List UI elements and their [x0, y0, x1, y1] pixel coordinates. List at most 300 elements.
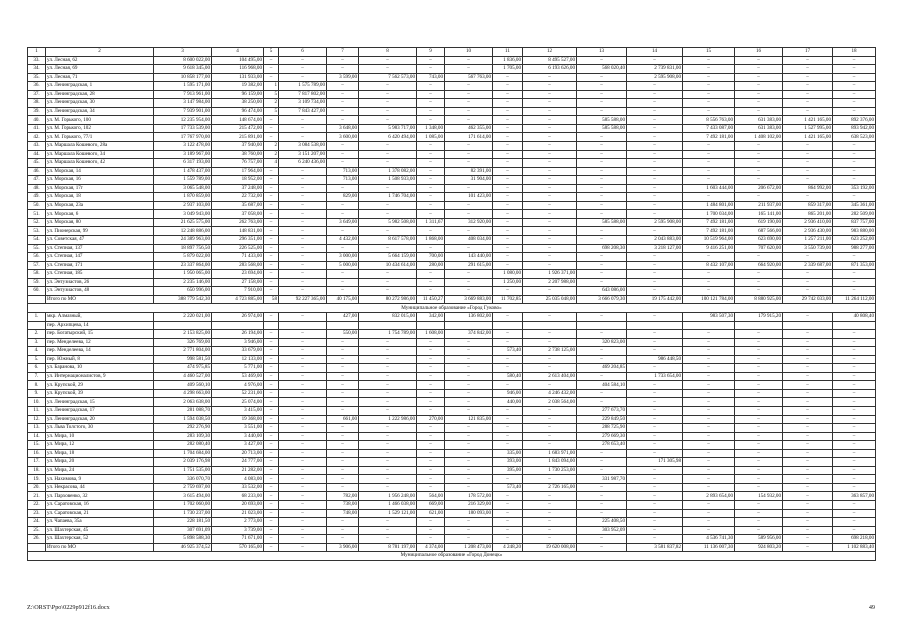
- value-cell: –: [493, 406, 523, 415]
- value-cell: –: [735, 278, 783, 287]
- value-cell: –: [833, 441, 876, 450]
- value-cell: –: [523, 90, 577, 99]
- value-cell: 211 937,00: [735, 201, 783, 210]
- address-cell: ул. Энтузиастов, 48: [46, 287, 154, 296]
- table-row: [28, 398, 876, 407]
- value-cell: –: [279, 509, 327, 518]
- value-cell: –: [833, 500, 876, 509]
- value-cell: –: [264, 270, 279, 279]
- table-row: [28, 372, 876, 381]
- value-cell: –: [327, 406, 359, 415]
- value-cell: –: [445, 107, 493, 116]
- page-number: 49: [868, 604, 875, 611]
- value-cell: 4 374,00: [417, 543, 445, 552]
- value-cell: –: [735, 483, 783, 492]
- value-cell: –: [783, 330, 833, 339]
- value-cell: –: [577, 133, 627, 142]
- value-cell: 2: [264, 150, 279, 159]
- value-cell: –: [493, 176, 523, 185]
- value-cell: –: [445, 364, 493, 373]
- value-cell: 1 348,00: [417, 124, 445, 133]
- address-cell: ул. Пионерская, 99: [46, 227, 154, 236]
- address-cell: ул. Морская, 6: [46, 210, 154, 219]
- row-number-cell: 7.: [28, 372, 46, 381]
- row-number-cell: 38.: [28, 99, 46, 108]
- row-number-cell: 1.: [28, 312, 46, 321]
- value-cell: –: [264, 458, 279, 467]
- value-cell: –: [735, 415, 783, 424]
- value-cell: –: [783, 107, 833, 116]
- value-cell: –: [783, 338, 833, 347]
- table-row: [28, 150, 876, 159]
- value-cell: –: [493, 518, 523, 527]
- value-cell: –: [833, 424, 876, 433]
- value-cell: –: [359, 201, 417, 210]
- value-cell: –: [445, 518, 493, 527]
- value-cell: –: [493, 526, 523, 535]
- value-cell: –: [417, 406, 445, 415]
- value-cell: 7 817 802,00: [279, 90, 327, 99]
- value-cell: 363 857,00: [833, 492, 876, 501]
- value-cell: –: [683, 82, 735, 91]
- value-cell: 1 257 211,00: [783, 236, 833, 245]
- value-cell: –: [279, 543, 327, 552]
- value-cell: –: [627, 253, 683, 262]
- value-cell: –: [577, 193, 627, 202]
- row-number-cell: 51.: [28, 210, 46, 219]
- value-cell: –: [417, 210, 445, 219]
- value-cell: –: [833, 90, 876, 99]
- value-cell: –: [627, 526, 683, 535]
- value-cell: 8 495 527,00: [523, 56, 577, 65]
- value-cell: –: [683, 509, 735, 518]
- value-cell: 16: [735, 48, 783, 57]
- value-cell: –: [445, 201, 493, 210]
- value-cell: 2 613 404,00: [523, 372, 577, 381]
- value-cell: 58: [264, 295, 279, 304]
- value-cell: –: [493, 236, 523, 245]
- value-cell: –: [627, 449, 683, 458]
- value-cell: –: [279, 389, 327, 398]
- value-cell: –: [493, 150, 523, 159]
- value-cell: –: [264, 133, 279, 142]
- value-cell: 21 625 575,00: [154, 218, 212, 227]
- value-cell: –: [683, 150, 735, 159]
- address-cell: ул. Степная, 147: [46, 253, 154, 262]
- value-cell: [212, 321, 264, 330]
- row-number-cell: 47.: [28, 176, 46, 185]
- value-cell: –: [417, 338, 445, 347]
- value-cell: [577, 321, 627, 330]
- value-cell: –: [577, 492, 627, 501]
- value-cell: –: [279, 133, 327, 142]
- value-cell: –: [735, 142, 783, 151]
- value-cell: 1 705,00: [493, 65, 523, 74]
- address-cell: 2: [46, 48, 154, 57]
- row-number-cell: 20.: [28, 483, 46, 492]
- value-cell: –: [327, 65, 359, 74]
- value-cell: 68 233,00: [212, 492, 264, 501]
- value-cell: 3 440,00: [212, 432, 264, 441]
- table-row: [28, 406, 876, 415]
- value-cell: –: [264, 227, 279, 236]
- value-cell: 623 690,00: [735, 236, 783, 245]
- value-cell: –: [417, 483, 445, 492]
- table-row: [28, 330, 876, 339]
- value-cell: –: [783, 99, 833, 108]
- value-cell: 180 093,00: [445, 509, 493, 518]
- value-cell: –: [735, 99, 783, 108]
- value-cell: 335,00: [493, 449, 523, 458]
- value-cell: –: [627, 312, 683, 321]
- value-cell: 19 382,00: [212, 82, 264, 91]
- value-cell: –: [683, 347, 735, 356]
- value-cell: –: [417, 449, 445, 458]
- value-cell: 26 974,00: [212, 312, 264, 321]
- value-cell: –: [577, 347, 627, 356]
- value-cell: 8 880 925,00: [735, 295, 783, 304]
- value-cell: –: [264, 475, 279, 484]
- value-cell: 7 433 087,00: [683, 124, 735, 133]
- value-cell: –: [493, 415, 523, 424]
- row-number-cell: 52.: [28, 218, 46, 227]
- value-cell: –: [493, 193, 523, 202]
- value-cell: –: [577, 449, 627, 458]
- value-cell: –: [445, 458, 493, 467]
- value-cell: 8 600 022,00: [154, 56, 212, 65]
- value-cell: –: [417, 535, 445, 544]
- value-cell: –: [735, 56, 783, 65]
- value-cell: 5: [264, 107, 279, 116]
- table-row: [28, 124, 876, 133]
- value-cell: –: [783, 142, 833, 151]
- value-cell: 31 904,00: [445, 176, 493, 185]
- value-cell: –: [833, 278, 876, 287]
- value-cell: –: [833, 466, 876, 475]
- value-cell: 2 726 165,00: [523, 483, 577, 492]
- value-cell: –: [683, 458, 735, 467]
- value-cell: –: [279, 492, 327, 501]
- row-number-cell: 17.: [28, 458, 46, 467]
- value-cell: –: [359, 142, 417, 151]
- value-cell: –: [627, 150, 683, 159]
- value-cell: –: [327, 99, 359, 108]
- value-cell: –: [359, 270, 417, 279]
- value-cell: 96 474,00: [212, 107, 264, 116]
- value-cell: –: [445, 116, 493, 125]
- value-cell: –: [627, 381, 683, 390]
- value-cell: –: [735, 347, 783, 356]
- value-cell: –: [417, 90, 445, 99]
- value-cell: –: [627, 509, 683, 518]
- value-cell: –: [417, 389, 445, 398]
- value-cell: 71 671,00: [212, 535, 264, 544]
- value-cell: 374 842,00: [445, 330, 493, 339]
- value-cell: –: [683, 159, 735, 168]
- value-cell: –: [783, 492, 833, 501]
- row-number-cell: 42.: [28, 133, 46, 142]
- value-cell: 580,40: [493, 372, 523, 381]
- value-cell: 342,00: [417, 312, 445, 321]
- value-cell: –: [523, 424, 577, 433]
- value-cell: –: [735, 432, 783, 441]
- value-cell: 698 208,30: [577, 244, 627, 253]
- value-cell: –: [523, 133, 577, 142]
- value-cell: –: [735, 364, 783, 373]
- value-cell: 270,00: [417, 415, 445, 424]
- value-cell: 5 898 588,30: [154, 535, 212, 544]
- value-cell: –: [735, 355, 783, 364]
- value-cell: –: [627, 415, 683, 424]
- value-cell: –: [523, 227, 577, 236]
- value-cell: 3 739,00: [212, 526, 264, 535]
- value-cell: –: [279, 526, 327, 535]
- address-cell: пер. Менделеева, 14: [46, 347, 154, 356]
- value-cell: –: [264, 261, 279, 270]
- value-cell: –: [683, 253, 735, 262]
- value-cell: –: [783, 287, 833, 296]
- value-cell: 283 568,00: [212, 261, 264, 270]
- value-cell: 25 074,00: [212, 398, 264, 407]
- value-cell: –: [493, 227, 523, 236]
- value-cell: –: [264, 526, 279, 535]
- value-cell: –: [735, 150, 783, 159]
- value-cell: –: [577, 150, 627, 159]
- value-cell: –: [735, 73, 783, 82]
- value-cell: –: [279, 56, 327, 65]
- value-cell: –: [627, 90, 683, 99]
- value-cell: 33 679,00: [212, 347, 264, 356]
- value-cell: –: [523, 312, 577, 321]
- value-cell: –: [783, 406, 833, 415]
- value-cell: –: [683, 364, 735, 373]
- value-cell: –: [417, 518, 445, 527]
- value-cell: 3 599,00: [327, 73, 359, 82]
- value-cell: 1 950 065,00: [154, 270, 212, 279]
- value-cell: –: [279, 518, 327, 527]
- value-cell: –: [735, 107, 783, 116]
- value-cell: –: [493, 338, 523, 347]
- value-cell: –: [327, 526, 359, 535]
- address-cell: пер. Менделеева, 12: [46, 338, 154, 347]
- value-cell: –: [783, 176, 833, 185]
- value-cell: –: [627, 518, 683, 527]
- value-cell: 26 194,00: [212, 330, 264, 339]
- total-row: [28, 295, 876, 304]
- value-cell: 1 466 038,00: [359, 500, 417, 509]
- table-row: [28, 312, 876, 321]
- value-cell: 1 868,00: [417, 236, 445, 245]
- value-cell: –: [627, 107, 683, 116]
- value-cell: 37 940,00: [212, 142, 264, 151]
- value-cell: –: [327, 56, 359, 65]
- value-cell: 20 713,00: [212, 449, 264, 458]
- address-cell: ул. Парховенко, 32: [46, 492, 154, 501]
- value-cell: –: [833, 176, 876, 185]
- address-cell: ул. Энтузиастов, 26: [46, 278, 154, 287]
- value-cell: 226 525,00: [212, 244, 264, 253]
- value-cell: 1: [264, 82, 279, 91]
- value-cell: 18 952,00: [212, 176, 264, 185]
- row-number-cell: 1: [28, 48, 46, 57]
- value-cell: –: [523, 124, 577, 133]
- value-cell: –: [327, 535, 359, 544]
- value-cell: –: [264, 492, 279, 501]
- table-row: [28, 159, 876, 168]
- value-cell: 4 246 432,00: [523, 389, 577, 398]
- value-cell: –: [493, 261, 523, 270]
- value-cell: 2 739 831,00: [627, 65, 683, 74]
- table-row: [28, 253, 876, 262]
- row-number-cell: 45.: [28, 159, 46, 168]
- value-cell: –: [417, 475, 445, 484]
- value-cell: –: [577, 312, 627, 321]
- value-cell: 6 317 193,00: [154, 159, 212, 168]
- value-cell: –: [783, 193, 833, 202]
- value-cell: 19 175 442,00: [627, 295, 683, 304]
- value-cell: –: [417, 116, 445, 125]
- address-cell: ул. Маршала Кошевого, 34: [46, 150, 154, 159]
- value-cell: –: [445, 475, 493, 484]
- value-cell: 7 939 901,00: [154, 107, 212, 116]
- value-cell: –: [833, 372, 876, 381]
- value-cell: 871 353,00: [833, 261, 876, 270]
- value-cell: –: [627, 330, 683, 339]
- value-cell: 638 523,00: [833, 133, 876, 142]
- value-cell: –: [359, 184, 417, 193]
- value-cell: –: [683, 193, 735, 202]
- value-cell: 1 603 444,00: [683, 184, 735, 193]
- value-cell: –: [523, 184, 577, 193]
- value-cell: 292 276,90: [154, 424, 212, 433]
- value-cell: 171 614,00: [445, 133, 493, 142]
- value-cell: 52 231,00: [212, 389, 264, 398]
- value-cell: 10: [445, 48, 493, 57]
- value-cell: 1 527 995,00: [783, 124, 833, 133]
- value-cell: 312 920,00: [445, 218, 493, 227]
- value-cell: 585 588,00: [577, 218, 627, 227]
- value-cell: –: [264, 424, 279, 433]
- value-cell: –: [445, 150, 493, 159]
- value-cell: 1 754 789,00: [359, 330, 417, 339]
- address-cell: пер. Архипцева, 14: [46, 321, 154, 330]
- value-cell: 3 109 734,00: [279, 99, 327, 108]
- value-cell: 1 730 237,00: [154, 509, 212, 518]
- value-cell: –: [627, 347, 683, 356]
- address-cell: ул. М. Горького, 100: [46, 116, 154, 125]
- value-cell: –: [783, 347, 833, 356]
- value-cell: –: [833, 150, 876, 159]
- value-cell: 924 803,20: [735, 543, 783, 552]
- value-cell: –: [327, 398, 359, 407]
- address-cell: ул. Ленинградская, 1: [46, 82, 154, 91]
- value-cell: 3 551,00: [212, 424, 264, 433]
- value-cell: –: [493, 381, 523, 390]
- address-cell: ул. Ленинградская, 34: [46, 107, 154, 116]
- value-cell: 1 926 371,00: [523, 270, 577, 279]
- value-cell: –: [833, 338, 876, 347]
- value-cell: 1 421 165,00: [783, 133, 833, 142]
- value-cell: –: [493, 133, 523, 142]
- value-cell: –: [735, 90, 783, 99]
- value-cell: 20 693,00: [212, 500, 264, 509]
- value-cell: –: [327, 287, 359, 296]
- table-row: [28, 90, 876, 99]
- value-cell: 2 759 697,00: [154, 483, 212, 492]
- value-cell: 13: [577, 48, 627, 57]
- value-cell: –: [279, 73, 327, 82]
- value-cell: –: [264, 406, 279, 415]
- row-number-cell: 40.: [28, 116, 46, 125]
- value-cell: 1 700 034,00: [683, 210, 735, 219]
- value-cell: –: [523, 287, 577, 296]
- value-cell: –: [493, 253, 523, 262]
- value-cell: –: [577, 483, 627, 492]
- value-cell: 179 915,20: [735, 312, 783, 321]
- table-row: [28, 218, 876, 227]
- value-cell: –: [264, 441, 279, 450]
- table-row: [28, 56, 876, 65]
- value-cell: 11: [493, 48, 523, 57]
- value-cell: –: [445, 432, 493, 441]
- address-cell: Итого по МО: [46, 543, 154, 552]
- value-cell: –: [417, 432, 445, 441]
- table-row: [28, 432, 876, 441]
- address-cell: ул. Морская, 16: [46, 176, 154, 185]
- value-cell: 307 691,09: [154, 526, 212, 535]
- value-cell: –: [359, 99, 417, 108]
- value-cell: –: [627, 483, 683, 492]
- total-row: [28, 543, 876, 552]
- value-cell: –: [683, 107, 735, 116]
- value-cell: 998 581,50: [154, 355, 212, 364]
- value-cell: 1 702 060,00: [154, 500, 212, 509]
- value-cell: 206 672,00: [735, 184, 783, 193]
- value-cell: 4 976,00: [212, 381, 264, 390]
- value-cell: –: [627, 364, 683, 373]
- value-cell: –: [264, 253, 279, 262]
- value-cell: –: [417, 244, 445, 253]
- value-cell: [493, 321, 523, 330]
- value-cell: –: [264, 278, 279, 287]
- value-cell: 7 562 573,00: [359, 73, 417, 82]
- value-cell: –: [279, 176, 327, 185]
- value-cell: –: [445, 90, 493, 99]
- value-cell: 3 147 984,00: [154, 99, 212, 108]
- table-row: [28, 338, 876, 347]
- value-cell: –: [359, 518, 417, 527]
- address-cell: ул. М. Горького, 77/1: [46, 133, 154, 142]
- table-row: [28, 176, 876, 185]
- value-cell: –: [523, 261, 577, 270]
- value-cell: –: [327, 483, 359, 492]
- value-cell: –: [783, 449, 833, 458]
- value-cell: 17 767 970,00: [154, 133, 212, 142]
- value-cell: –: [264, 201, 279, 210]
- value-cell: –: [264, 364, 279, 373]
- value-cell: –: [735, 526, 783, 535]
- value-cell: –: [577, 201, 627, 210]
- value-cell: 440,00: [493, 398, 523, 407]
- row-number-cell: 14.: [28, 432, 46, 441]
- value-cell: 669,00: [417, 500, 445, 509]
- value-cell: 136 802,00: [445, 312, 493, 321]
- value-cell: 865 201,00: [783, 210, 833, 219]
- address-cell: ул. Крупской, 29: [46, 381, 154, 390]
- value-cell: –: [359, 466, 417, 475]
- value-cell: 388 779 542,30: [154, 295, 212, 304]
- value-cell: –: [683, 441, 735, 450]
